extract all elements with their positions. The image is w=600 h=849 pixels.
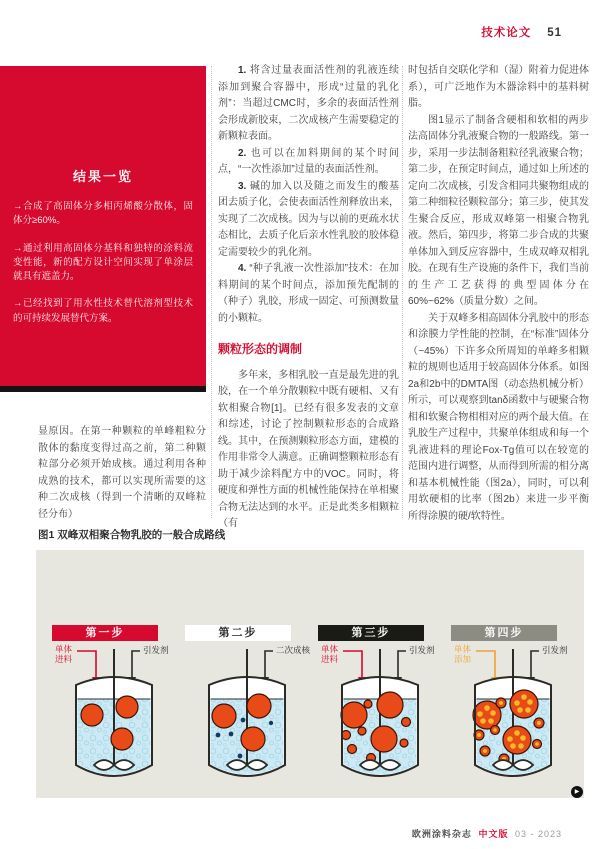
journal-name: 欧洲涂料杂志 xyxy=(411,829,472,839)
figure-step-2 xyxy=(183,625,310,798)
reactor-svg xyxy=(50,643,177,798)
monomer-feed-label: 单体进料 xyxy=(55,644,73,664)
reactor-diagram-step-2 xyxy=(183,643,310,798)
article-continues-icon[interactable]: ▶ xyxy=(571,786,583,798)
step-3-header: 第三步 xyxy=(318,625,424,641)
paragraph: 图1显示了制备含硬相和软相的两步法高固体分乳液聚合物的一般路线。第一步，采用一步法制备粗粒径乳液聚合物；第二步，在预定时间点，通过如上所述的定向二次成核，引发含相同共聚物组成的第二种细粒径颗粒部分；第三步，使其发生聚合反应，形成双峰第一相聚合物乳液。然后，第四步，将第二步合成的共聚单体加入到反应容器中，生成双峰双相乳胶。在现有生产设施的条件下，我们当前的生产工艺获得的典型固体分在60%~62%（质量分数）之间。 xyxy=(408,114,589,307)
list-number: 3. xyxy=(238,180,247,192)
paragraph: 关于双峰多相高固体分乳胶中的形态和涂膜力学性能的控制，在“标准”固体分（~45%）下许多众所周知的单峰多相颗粒的规则也适用于较高固体分体系。如图2a和2b中的DMTA图（动态热机械分析）所示，可以观察到tanδ函数中与硬聚合物相和软聚合物相相对应的两个最大值。在乳胶生产过程中，共聚单体组成和每一个乳液进料的理论Fox-Tg值可以在较宽的范围内进行调整，从而得到所需的相分离和基本机械性能（图2a），同时，可以利用软硬相的比率（图2b）来进一步平衡所得涂膜的硬/软特性。 xyxy=(408,312,589,522)
section-heading: 颗粒形态的调制 xyxy=(218,342,303,356)
list-number: 2. xyxy=(238,147,247,159)
numbered-paragraph xyxy=(218,261,399,327)
two-phase-particle xyxy=(503,726,531,754)
paragraph-text: 将含过量表面活性剂的乳液连续添加到聚合容器中，形成“过量的乳化剂”：当超过CMC时，多余的表面活性剂会形成新胶束，二次成核产生需要稳定的新颗粒表面。 xyxy=(218,65,399,142)
monomer-add-label: 单体添加 xyxy=(454,644,472,664)
list-number: 4. xyxy=(238,263,247,274)
step-4-header: 第四步 xyxy=(451,625,557,641)
results-item: →通过利用高固体分基料和独特的涂料流变性能，新的配方设计空间实现了单涂层就具有遮盖力。 xyxy=(13,242,193,282)
figure-step-3 xyxy=(316,625,443,798)
reactor-svg xyxy=(316,643,443,798)
two-phase-particle xyxy=(510,690,538,718)
results-item: →已经找到了用水性技术替代溶剂型技术的可持续发展替代方案。 xyxy=(13,298,193,324)
paragraph: 显原因。在第一种颗粒的单峰粗粒分散体的黏度变得过高之前，第二种颗粒部分必须开始成核。通过利用各种成熟的技术，都可以实现所需要的这种二次成核（得到一个清晰的双峰粒径分布） xyxy=(38,426,206,520)
results-item: →合成了高固体分多相丙烯酸分散体，固体分≥60%。 xyxy=(13,201,193,227)
page-footer xyxy=(412,827,562,840)
numbered-paragraph xyxy=(218,179,399,262)
step-2-header: 第二步 xyxy=(185,625,291,641)
issue-number: 03 - 2023 xyxy=(514,829,562,839)
page-number: 51 xyxy=(547,27,562,39)
edition-label: 中文版 xyxy=(478,829,509,839)
initiator-label: 引发剂 xyxy=(143,645,169,655)
monomer-feed-label: 单体进料 xyxy=(321,644,339,664)
right-column xyxy=(408,63,589,525)
paragraph: 多年来，多相乳胶一直是最先进的乳胶，在一个单分散颗粒中既有硬相、又有软相聚合物[1]。已经有很多发表的文章和综述，讨论了控制颗粒形态的合成路线。其中，在预测颗粒形态方面，建模的作用非常令人满意。正确调整颗粒形态有助于减少涂料配方中的VOC。同时，将硬度和弹性方面的机械性能保持在单相聚合物无法达到的水平。正是此类多相颗粒（有 xyxy=(218,369,399,529)
secondary-nucleation-label: 二次成核 xyxy=(276,645,311,655)
results-box-title: 结果一览 xyxy=(72,169,133,184)
figure-caption: 图1 双峰双相聚合物乳胶的一般合成路线 xyxy=(38,529,226,541)
reactor-diagram-step-3 xyxy=(316,643,443,798)
paragraph: 时包括自交联化学和（湿）附着力促进体系），可广泛地作为木器涂料中的基料树脂。 xyxy=(408,65,589,109)
reactor-diagram-step-1 xyxy=(50,643,177,798)
numbered-paragraph xyxy=(218,146,399,179)
page-header xyxy=(481,24,562,40)
results-summary-box xyxy=(0,66,206,392)
figure-panel xyxy=(36,550,584,798)
figure-step-1 xyxy=(50,625,177,798)
left-column-text xyxy=(38,424,206,523)
initiator-label: 引发剂 xyxy=(542,645,568,655)
initiator-label: 引发剂 xyxy=(409,645,435,655)
step-1-header: 第一步 xyxy=(52,625,158,641)
paragraph-text: 碱的加入以及随之而发生的酸基团去质子化，会使表面活性剂释放出来，实现了二次成核。因为与以前的更疏水状态相比，去质子化后亲水性乳胶的胶体稳定需要较少的乳化剂。 xyxy=(218,180,399,258)
column-divider xyxy=(402,66,403,518)
figure-step-4 xyxy=(449,625,576,798)
results-box-items xyxy=(0,200,206,326)
paragraph-text: “种子乳液一次性添加”技术：在加料期间的某个时间点，添加预先配制的（种子）乳胶，形成一固定、可预测数量的小颗粒。 xyxy=(218,263,399,324)
middle-column xyxy=(218,63,399,533)
list-number: 1. xyxy=(238,65,247,76)
numbered-paragraph xyxy=(218,63,399,146)
reactor-svg xyxy=(449,643,576,798)
column-divider xyxy=(211,66,212,518)
reactor-diagram-step-4 xyxy=(449,643,576,798)
paragraph-text: 也可以在加料期间的某个时间点，“一次性添加”过量的表面活性剂。 xyxy=(218,147,400,175)
article-category: 技术论文 xyxy=(481,27,532,39)
reactor-svg xyxy=(183,643,310,798)
